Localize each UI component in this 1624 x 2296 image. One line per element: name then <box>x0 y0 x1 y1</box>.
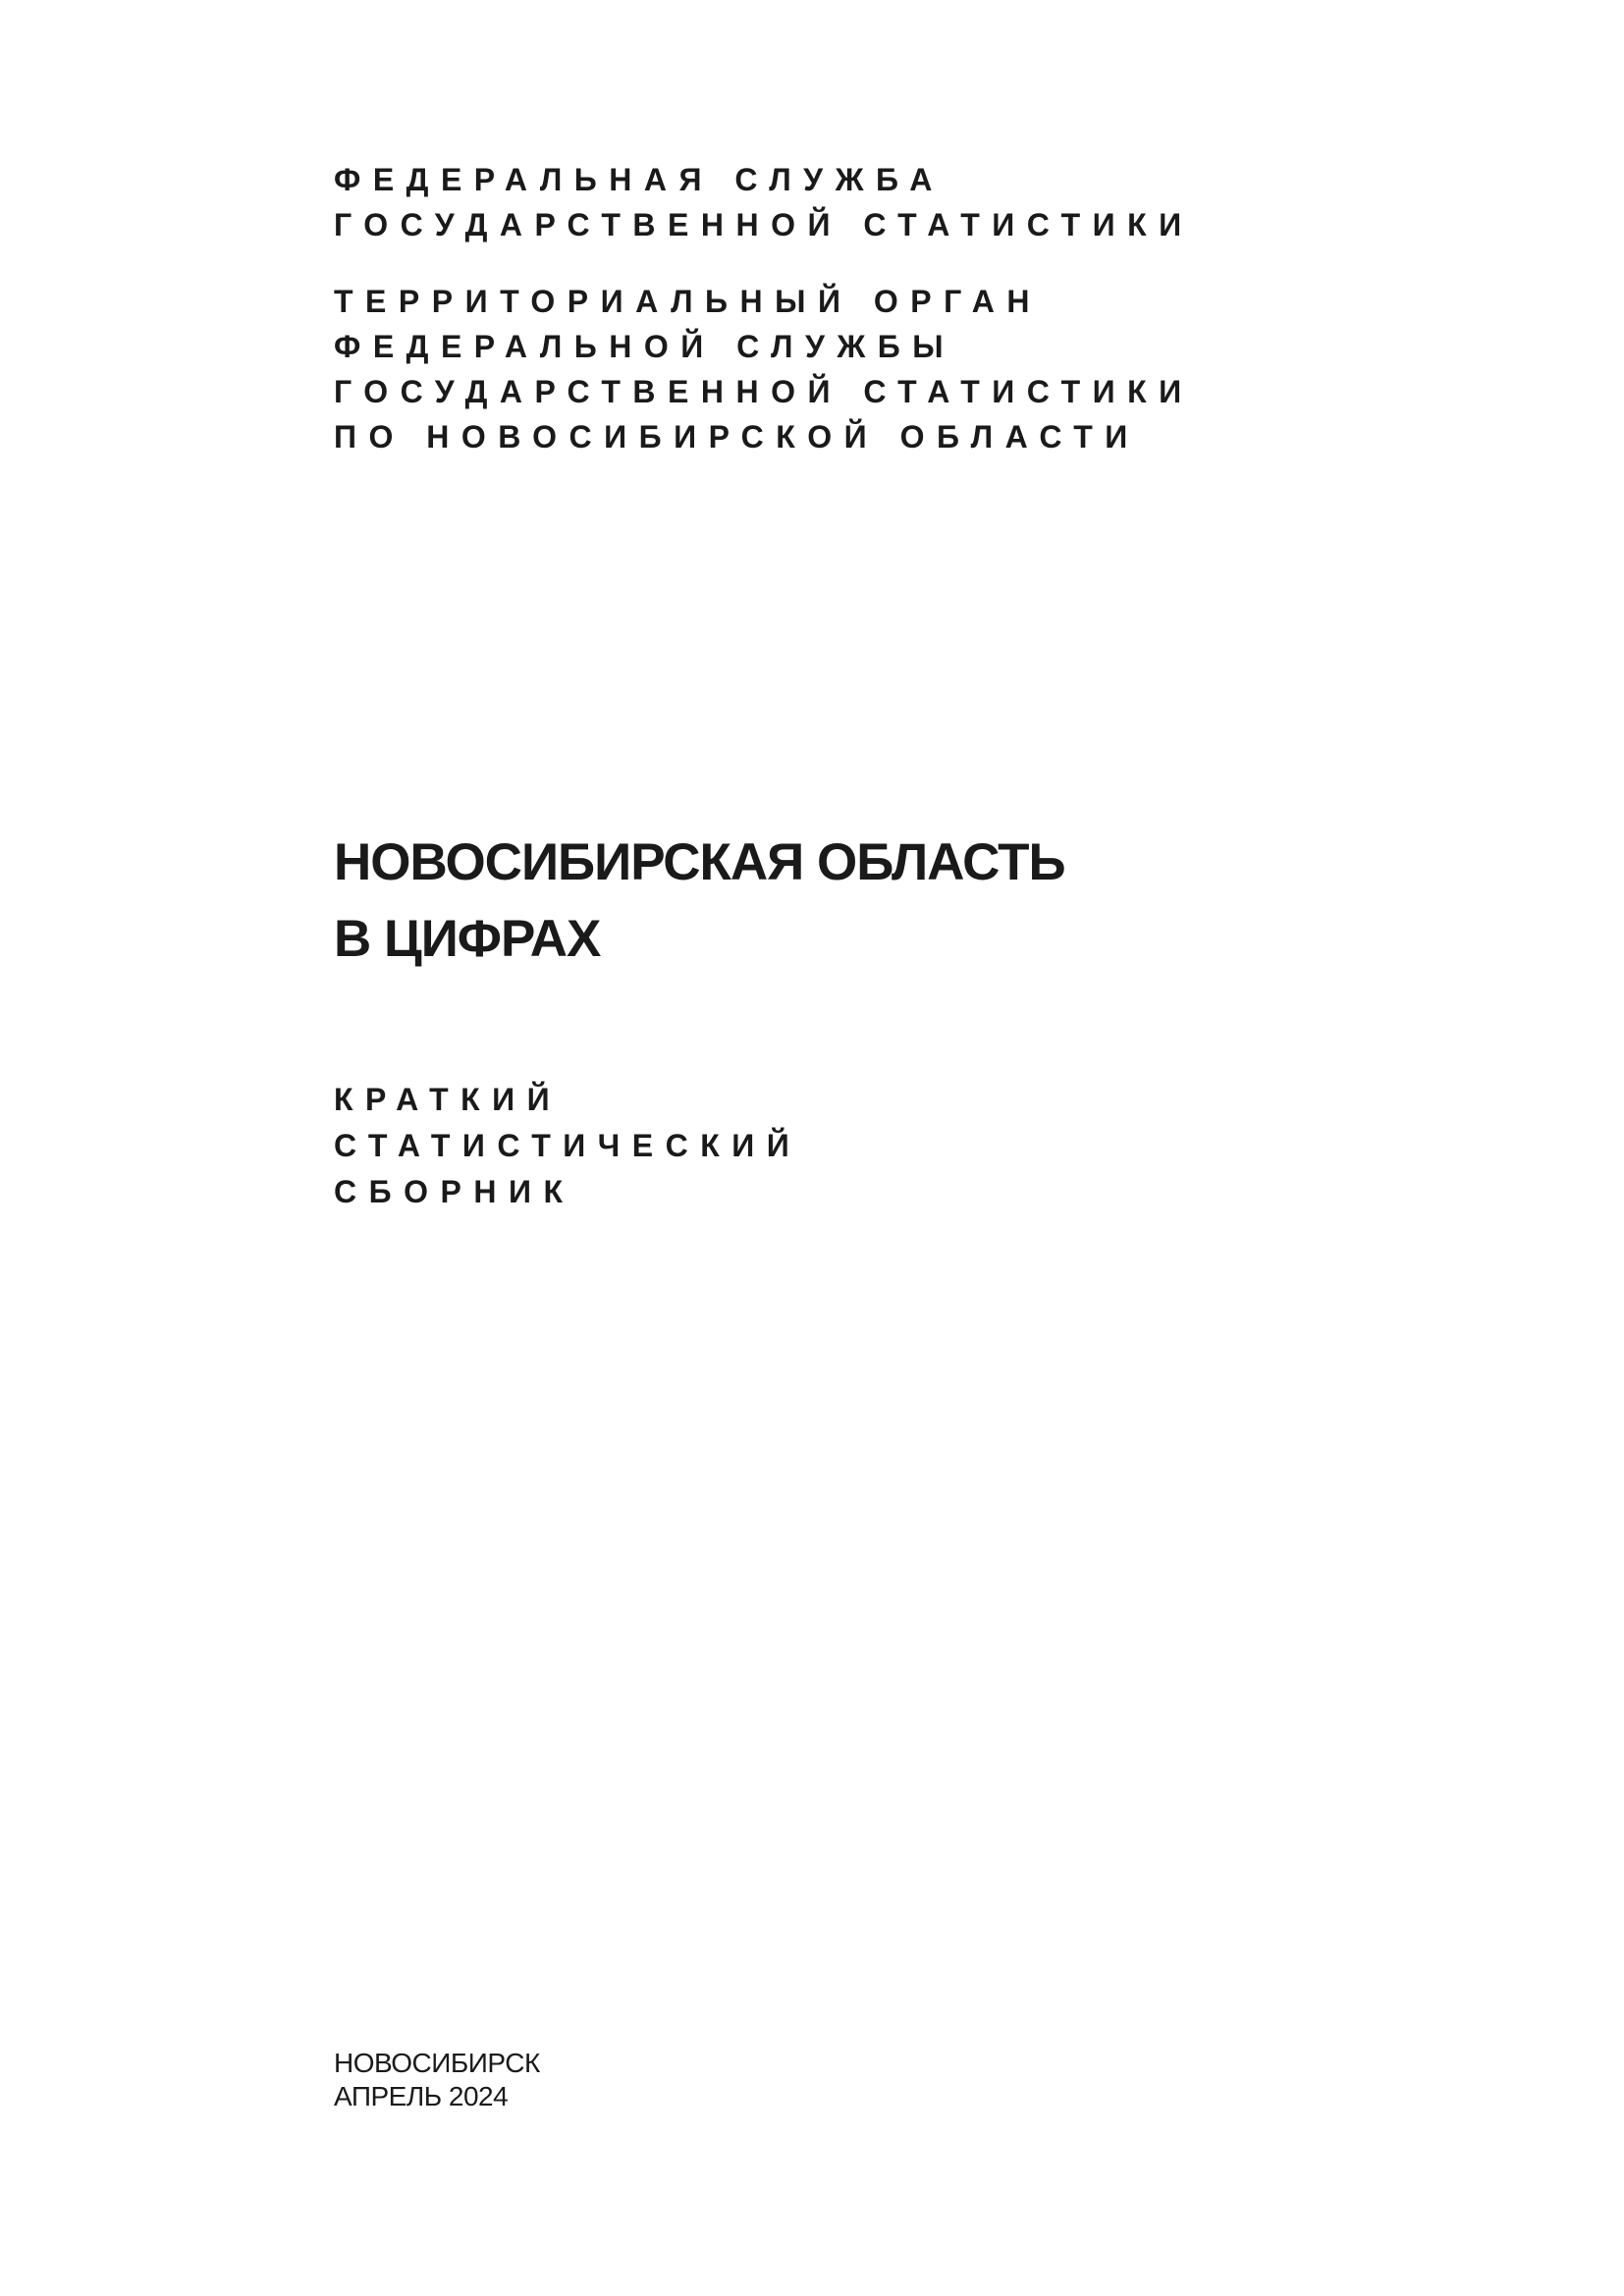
territorial-line: ПО НОВОСИБИРСКОЙ ОБЛАСТИ <box>334 419 1140 454</box>
title-line: В ЦИФРАХ <box>334 910 601 968</box>
imprint-footer <box>334 2047 540 2113</box>
imprint <box>334 2047 540 2113</box>
document-title <box>334 825 1065 978</box>
document-subtitle <box>334 1077 801 1215</box>
subtitle-line: СБОРНИК <box>334 1174 575 1209</box>
publication-type <box>334 1077 801 1215</box>
territorial-line: ТЕРРИТОРИАЛЬНЫЙ ОРГАН <box>334 284 1042 319</box>
subtitle-line: СТАТИСТИЧЕСКИЙ <box>334 1128 802 1163</box>
territorial-header <box>334 279 1194 459</box>
agency-name <box>334 157 1194 247</box>
agency-line: ФЕДЕРАЛЬНАЯ СЛУЖБА <box>334 162 945 197</box>
title-line: НОВОСИБИРСКАЯ ОБЛАСТЬ <box>334 833 1065 891</box>
territorial-body-name <box>334 279 1194 459</box>
territorial-line: ФЕДЕРАЛЬНОЙ СЛУЖБЫ <box>334 329 956 364</box>
agency-header <box>334 157 1194 247</box>
subtitle-line: КРАТКИЙ <box>334 1082 563 1117</box>
page-title <box>334 825 1065 978</box>
territorial-line: ГОСУДАРСТВЕННОЙ СТАТИСТИКИ <box>334 374 1194 409</box>
publication-date: АПРЕЛЬ 2024 <box>334 2081 509 2111</box>
agency-line: ГОСУДАРСТВЕННОЙ СТАТИСТИКИ <box>334 207 1194 242</box>
publication-city: НОВОСИБИРСК <box>334 2048 540 2078</box>
